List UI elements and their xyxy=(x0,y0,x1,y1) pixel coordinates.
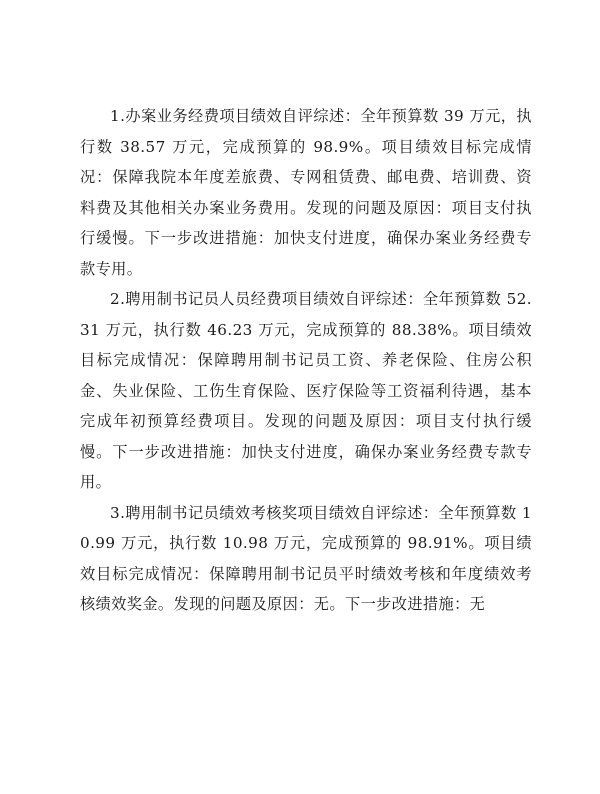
paragraph-clerk-personnel-funds: 2.聘用制书记员人员经费项目绩效自评综述：全年预算数 52.31 万元，执行数 46.23 万元，完成预算的 88.38%。项目绩效目标完成情况：保障聘用制书记员工资、养老保险、住房公积金、失业保险、工伤生育保险、医疗保险等工资福利待遇，基本完成年初预算经费项目。发现的问题及原因：项目支付执行缓慢。下一步改进措施：加快支付进度，确保办案业务经费专款专用。 xyxy=(80,290,532,491)
paragraph-clerk-performance-bonus: 3.聘用制书记员绩效考核奖项目绩效自评综述：全年预算数 10.99 万元，执行数 10.98 万元，完成预算的 98.91%。项目绩效目标完成情况：保障聘用制书记员平时绩效考核和年度绩效考核绩效奖金。发现的问题及原因：无。下一步改进措施：无 xyxy=(80,503,532,613)
document-body xyxy=(80,101,532,620)
paragraph-case-handling-funds: 1.办案业务经费项目绩效自评综述：全年预算数 39 万元，执行数 38.57 万元，完成预算的 98.9%。项目绩效目标完成情况：保障我院本年度差旅费、专网租赁费、邮电费、培训费、资料费及其他相关办案业务费用。发现的问题及原因：项目支付执行缓慢。下一步改进措施：加快支付进度，确保办案业务经费专款专用。 xyxy=(80,107,532,278)
